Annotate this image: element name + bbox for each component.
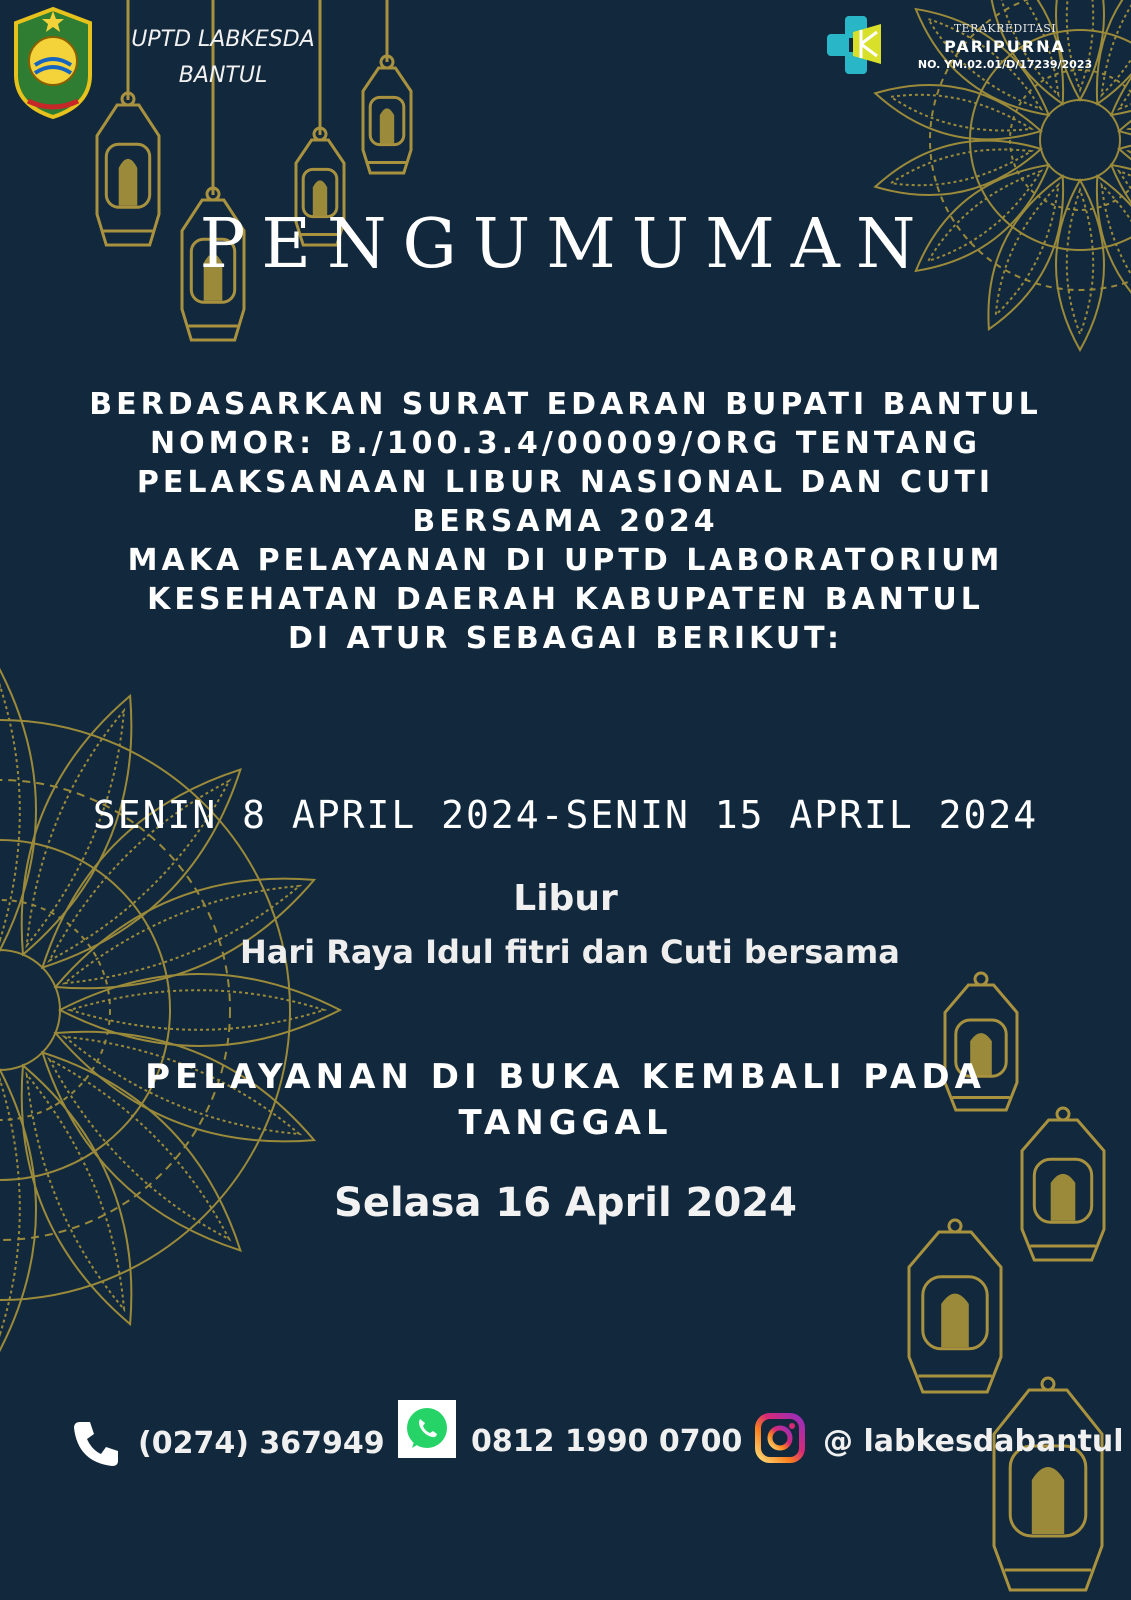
announcement-intro [20, 385, 1111, 658]
intro-line: NOMOR: B./100.3.4/00009/ORG TENTANG [150, 426, 981, 461]
regency-emblem-icon [10, 5, 96, 121]
instagram-handle[interactable]: @ labkesdabantul [823, 1424, 1124, 1459]
phone-number[interactable]: (0274) 367949 [138, 1426, 385, 1461]
accreditation-block [880, 22, 1130, 71]
intro-line: PELAKSANAAN LIBUR NASIONAL DAN CUTI [136, 465, 995, 500]
org-name-line1: UPTD LABKESDA [131, 27, 315, 52]
whatsapp-icon [398, 1400, 456, 1458]
intro-line: MAKA PELAYANAN DI UPTD LABORATORIUM [127, 543, 1004, 578]
reopen-line2: TANGGAL [458, 1103, 673, 1143]
intro-line: BERDASARKAN SURAT EDARAN BUPATI BANTUL [89, 387, 1042, 422]
holiday-status: Libur [513, 878, 618, 919]
accreditation-number: NO. YM.02.01/D/17239/2023 [917, 58, 1093, 71]
reopen-date: Selasa 16 April 2024 [334, 1180, 797, 1226]
org-name-line2: BANTUL [178, 63, 268, 88]
intro-line: KESEHATAN DAERAH KABUPATEN BANTUL [147, 582, 984, 617]
accreditation-level: PARIPURNA [944, 37, 1066, 56]
organization-name [118, 22, 328, 94]
whatsapp-number[interactable]: 0812 1990 0700 [471, 1424, 743, 1459]
accreditation-label: TERAKREDITASI [953, 22, 1057, 35]
phone-icon [70, 1418, 122, 1470]
intro-line: DI ATUR SEBAGAI BERIKUT: [288, 621, 843, 656]
instagram-icon [754, 1412, 806, 1464]
holiday-name: Hari Raya Idul fitri dan Cuti bersama [240, 933, 900, 971]
reopen-line1: PELAYANAN DI BUKA KEMBALI PADA [145, 1057, 986, 1097]
page-title: PENGUMUMAN [199, 205, 932, 284]
holiday-date-range: SENIN 8 APRIL 2024-SENIN 15 APRIL 2024 [92, 793, 1039, 837]
reopen-notice [60, 1054, 1071, 1146]
intro-line: BERSAMA 2024 [412, 504, 719, 539]
accreditation-logo-icon [823, 12, 887, 76]
